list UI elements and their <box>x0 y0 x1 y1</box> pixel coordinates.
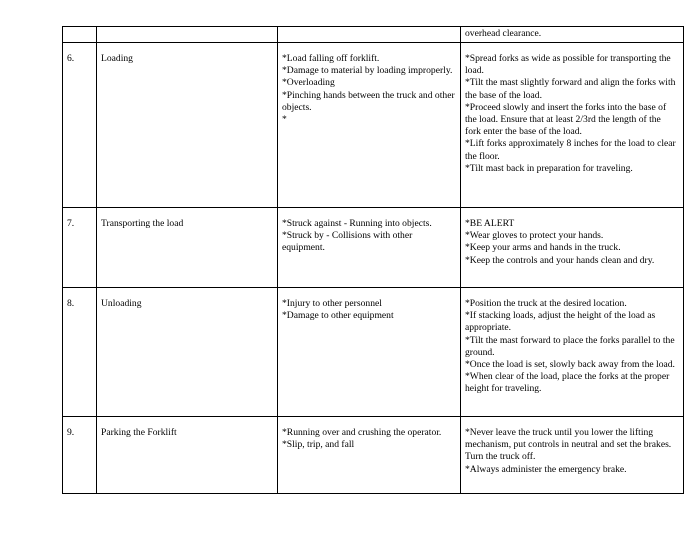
control-line: *Lift forks approximately 8 inches for the load to clear the floor. <box>465 138 676 162</box>
hazards-cell <box>278 288 461 417</box>
hazard-line: *Struck by - Collisions with other equipment. <box>282 230 413 254</box>
step-number: 7. <box>63 208 97 288</box>
hazard-line: *Slip, trip, and fall <box>282 439 355 451</box>
table-row-continued <box>63 27 684 43</box>
table-row <box>63 417 684 494</box>
control-line: *Tilt mast back in preparation for traveling. <box>465 162 633 174</box>
control-line: *Never leave the truck until you lower the lifting mechanism, put controls in neutral and set the brakes. Turn the truck off. <box>465 427 672 463</box>
table-row <box>63 288 684 417</box>
controls-cell <box>461 417 684 494</box>
hazard-line: *Injury to other personnel <box>282 298 382 309</box>
control-line: *Keep the controls and your hands clean and dry. <box>465 254 655 266</box>
hazards-cell <box>278 208 461 288</box>
step-cell <box>63 27 97 43</box>
control-line: *Always administer the emergency brake. <box>465 463 627 475</box>
job-safety-analysis-table <box>62 26 684 494</box>
task-name: Parking the Forklift <box>97 417 278 494</box>
task-name: Transporting the load <box>97 208 278 288</box>
hazard-line: *Damage to other equipment <box>282 310 394 322</box>
control-line: *Proceed slowly and insert the forks into the base of the load. Ensure that at least 2/3rd the length of the fork enter the base of the load. <box>465 101 667 138</box>
control-line: *Wear gloves to protect your hands. <box>465 230 604 242</box>
control-line: *BE ALERT <box>465 218 515 229</box>
controls-cell <box>461 208 684 288</box>
hazard-line: *Pinching hands between the truck and other objects. <box>282 89 455 113</box>
hazard-line: *Damage to material by loading improperly. <box>282 65 453 77</box>
control-line: *When clear of the load, place the forks at the proper height for traveling. <box>465 371 670 395</box>
hazards-cell <box>278 417 461 494</box>
step-number: 9. <box>63 417 97 494</box>
hazards-cell <box>278 27 461 43</box>
hazard-line: *Overloading <box>282 77 335 89</box>
control-line: *Keep your arms and hands in the truck. <box>465 242 621 254</box>
control-line: *Position the truck at the desired location. <box>465 298 627 309</box>
hazard-line: * <box>282 114 287 126</box>
hazard-line: *Struck against - Running into objects. <box>282 218 432 229</box>
control-line: overhead clearance. <box>465 28 542 39</box>
control-line: *If stacking loads, adjust the height of the load as appropriate. <box>465 310 656 334</box>
hazard-line: *Load falling off forklift. <box>282 53 380 64</box>
step-number: 6. <box>63 43 97 208</box>
control-line: *Spread forks as wide as possible for transporting the load. <box>465 53 671 77</box>
step-number: 8. <box>63 288 97 417</box>
control-line: *Tilt the mast forward to place the forks parallel to the ground. <box>465 334 675 358</box>
table-row <box>63 43 684 208</box>
controls-cell <box>461 43 684 208</box>
control-line: *Once the load is set, slowly back away from the load. <box>465 359 675 371</box>
hazard-line: *Running over and crushing the operator. <box>282 427 442 438</box>
control-line: *Tilt the mast slightly forward and align the forks with the base of the load. <box>465 77 676 101</box>
table-row <box>63 208 684 288</box>
hazards-cell <box>278 43 461 208</box>
controls-cell <box>461 288 684 417</box>
task-name: Unloading <box>97 288 278 417</box>
task-name: Loading <box>97 43 278 208</box>
task-cell <box>97 27 278 43</box>
controls-cell <box>461 27 684 43</box>
